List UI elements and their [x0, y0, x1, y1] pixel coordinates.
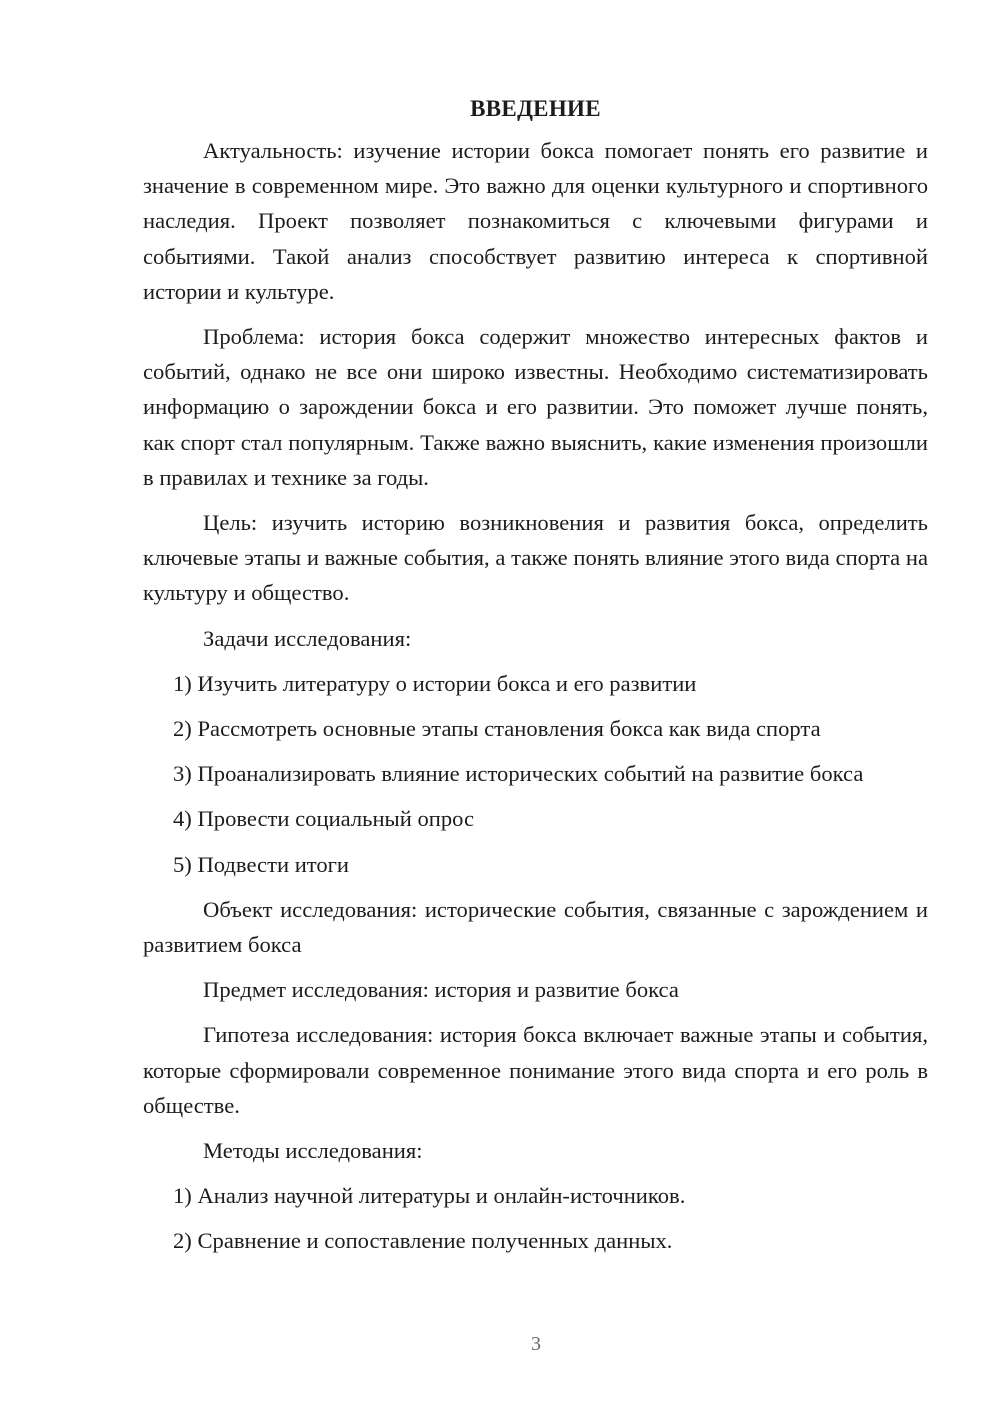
page-title: ВВЕДЕНИЕ [470, 96, 601, 121]
task-item: 3) Проанализировать влияние исторических событий на развитие бокса [173, 761, 864, 787]
task-item: 2) Рассмотреть основные этапы становления бокса как вида спорта [173, 716, 821, 742]
method-item: 1) Анализ научной литературы и онлайн-источников. [173, 1183, 686, 1209]
subject-paragraph: Предмет исследования: история и развитие бокса [203, 977, 679, 1003]
task-item: 4) Провести социальный опрос [173, 806, 475, 832]
tasks-heading: Задачи исследования: [203, 625, 412, 651]
object-paragraph: Объект исследования: исторические события, связанные с зарождением и развитием бокса [143, 896, 928, 958]
task-item: 5) Подвести итоги [173, 851, 350, 877]
relevance-paragraph: Актуальность: изучение истории бокса помогает понять его развитие и значение в современном мире. Это важно для оценки культурного и спортивного наследия. Проект позволяет познакомиться с ключевыми фигурами и событиями. Такой анализ способствует развитию интереса к спортивной истории и культуре. [143, 138, 928, 304]
page-number: 3 [531, 1333, 541, 1355]
problem-paragraph: Проблема: история бокса содержит множество интересных фактов и событий, однако не все они широко известны. Необходимо систематизировать информацию о зарождении бокса и его развитии. Это поможет лучше понять, как спорт стал популярным. Также важно выяснить, какие изменения произошли в правилах и технике за годы. [143, 324, 928, 490]
task-item: 1) Изучить литературу о истории бокса и его развитии [173, 670, 697, 696]
hypothesis-paragraph: Гипотеза исследования: история бокса включает важные этапы и события, которые сформировали современное понимание этого вида спорта и его роль в обществе. [143, 1022, 928, 1118]
method-item: 2) Сравнение и сопоставление полученных данных. [173, 1228, 673, 1254]
document-page [143, 92, 928, 1259]
methods-heading: Методы исследования: [203, 1138, 423, 1164]
goal-paragraph: Цель: изучить историю возникновения и развития бокса, определить ключевые этапы и важные события, а также понять влияние этого вида спорта на культуру и общество. [143, 510, 928, 606]
